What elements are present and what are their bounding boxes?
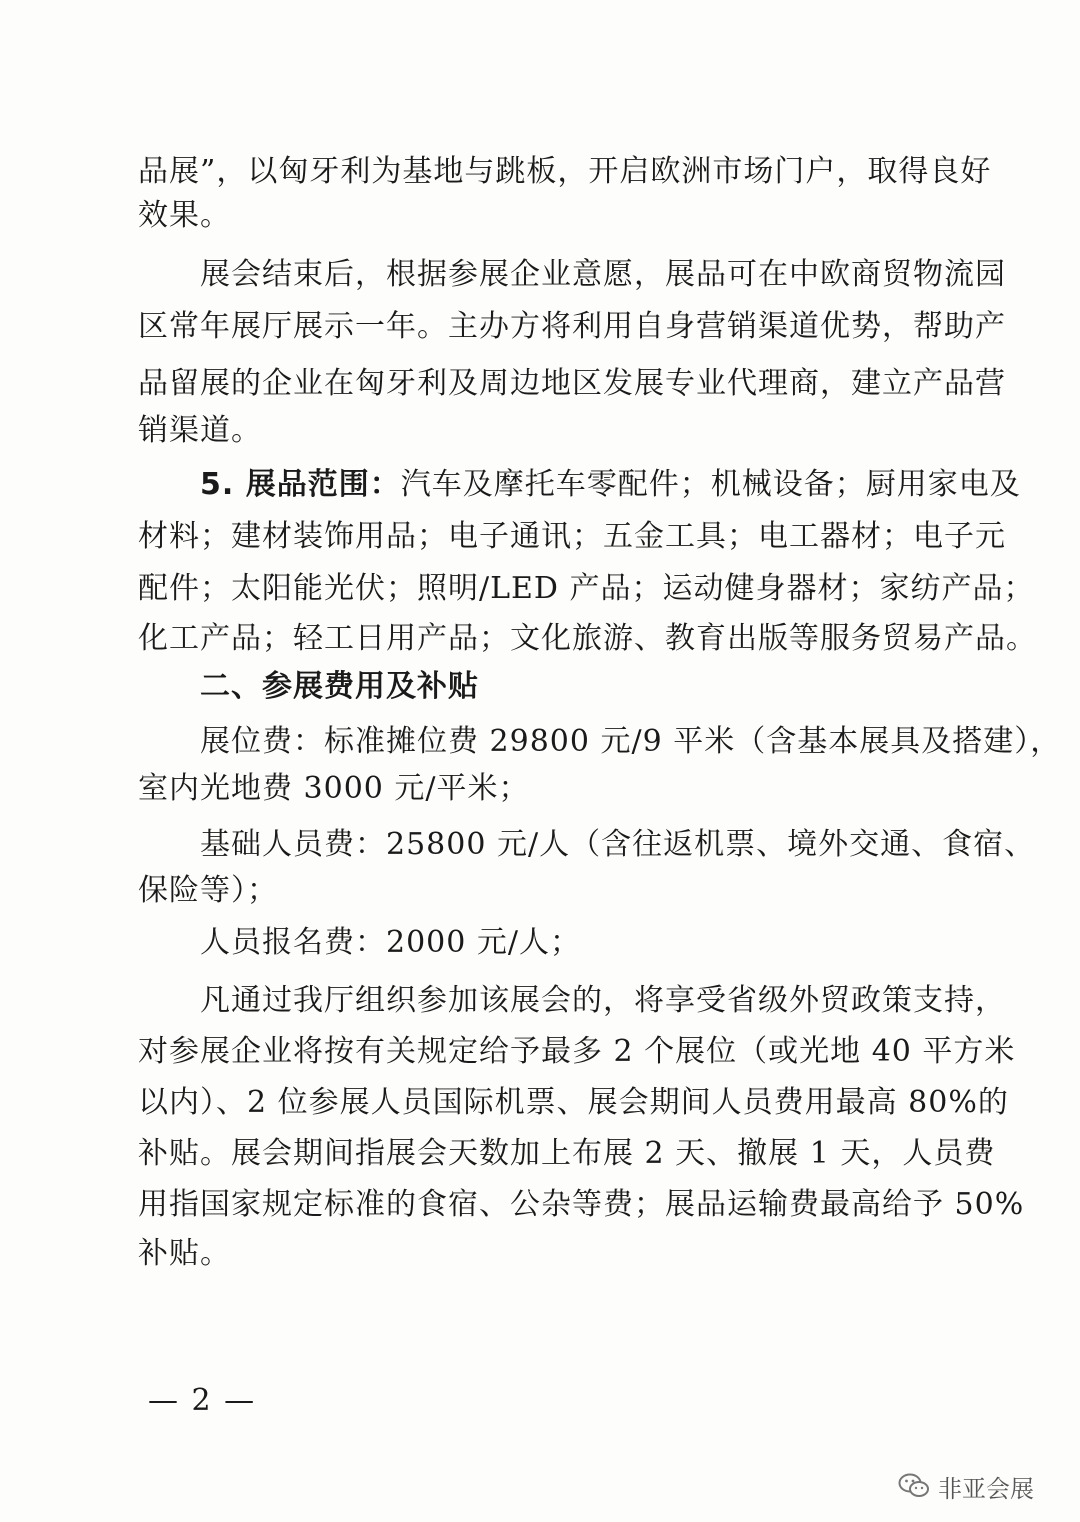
section-label: 5. 展品范围： [200,467,401,502]
text-line: 凡通过我厅组织参加该展会的，将享受省级外贸政策支持， [200,983,1006,1018]
text-line: 基础人员费：25800 元/人（含往返机票、境外交通、食宿、 [200,827,1036,862]
text-line: 材料；建材装饰用品；电子通讯；五金工具；电工器材；电子元 [138,519,1006,554]
text-line: 品留展的企业在匈牙利及周边地区发展专业代理商，建立产品营 [138,366,1006,401]
section-line [200,466,1021,504]
watermark-text: 非亚会展 [938,1474,1034,1503]
text-line: 区常年展厅展示一年。主办方将利用自身营销渠道优势，帮助产 [138,309,1006,344]
wechat-icon [898,1472,930,1500]
text-line: 展位费：标准摊位费 29800 元/9 平米（含基本展具及搭建）， [200,724,1062,759]
text-line: 配件；太阳能光伏；照明/LED 产品；运动健身器材；家纺产品； [138,571,1035,606]
section-text: 汽车及摩托车零配件；机械设备；厨用家电及 [400,467,1021,502]
text-line: 对参展企业将按有关规定给予最多 2 个展位（或光地 40 平方米 [138,1034,1016,1069]
text-line: 效果。 [138,198,231,233]
text-line: 化工产品；轻工日用产品；文化旅游、教育出版等服务贸易产品。 [138,621,1037,656]
text-line: 保险等）； [138,873,278,908]
text-line: 人员报名费：2000 元/人； [200,925,581,960]
section-heading: 二、参展费用及补贴 [200,669,479,704]
text-line: 展会结束后，根据参展企业意愿，展品可在中欧商贸物流园 [200,257,1006,292]
text-line: 销渠道。 [138,413,262,448]
text-line: 补贴。 [138,1236,231,1271]
page-number: — 2 — [148,1383,257,1418]
text-line: 以内）、2 位参展人员国际机票、展会期间人员费用最高 80%的 [138,1085,1009,1120]
text-line: 用指国家规定标准的食宿、公杂等费；展品运输费最高给予 50% [138,1187,1025,1222]
text-line: 室内光地费 3000 元/平米； [138,771,530,806]
watermark [898,1468,1034,1504]
text-line: 补贴。展会期间指展会天数加上布展 2 天、撤展 1 天，人员费 [138,1136,996,1171]
text-line: 品展”，以匈牙利为基地与跳板，开启欧洲市场门户，取得良好 [138,154,992,189]
